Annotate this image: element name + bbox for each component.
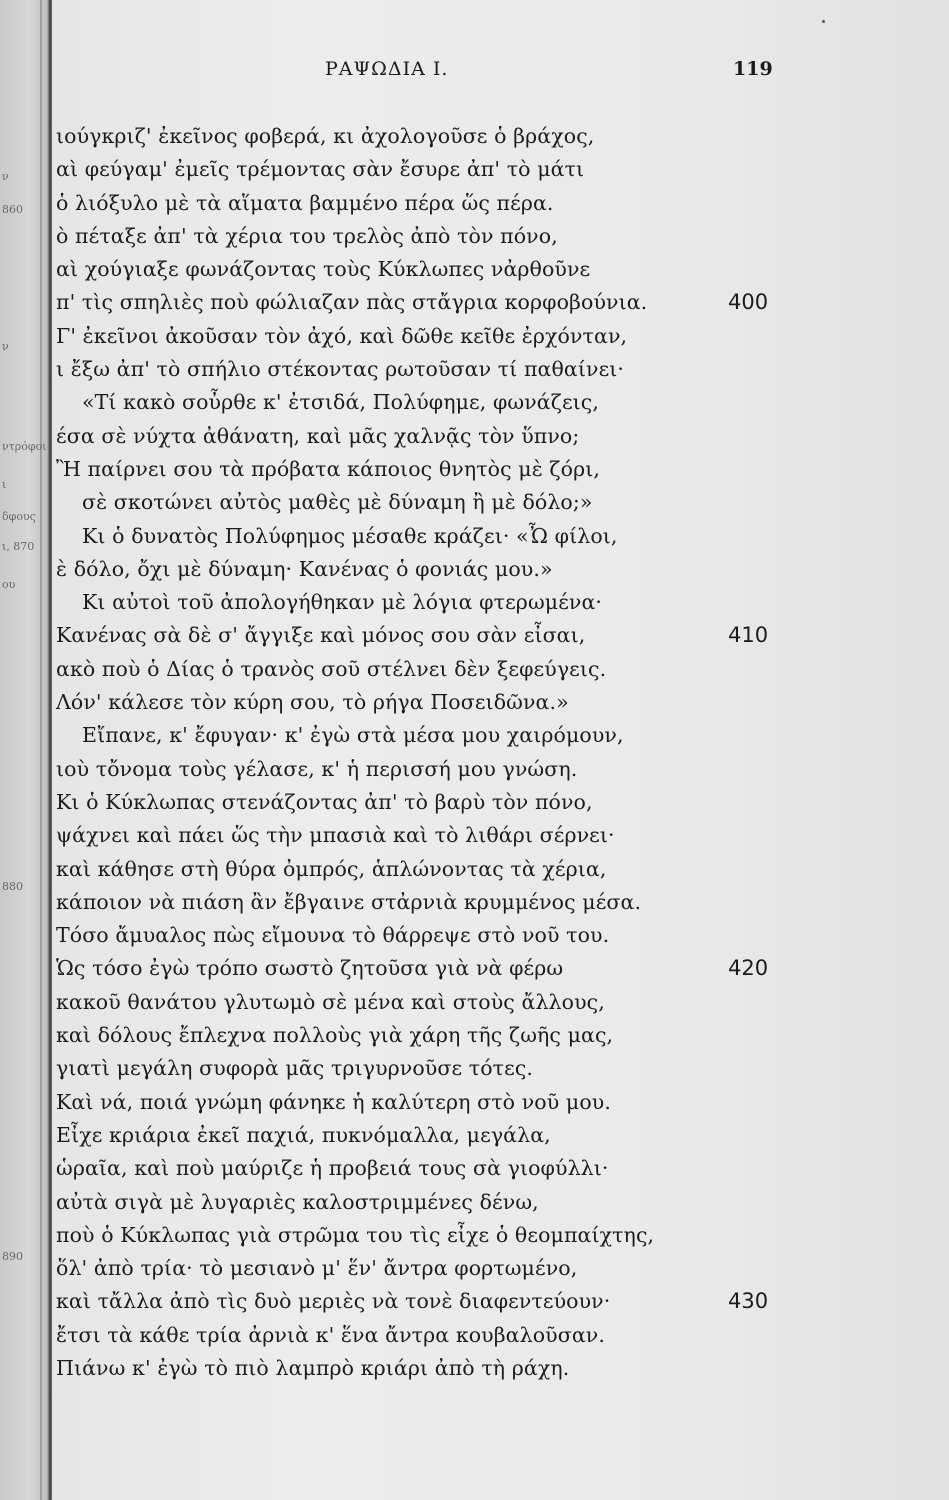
verse-text: αὶ χούγιαξε φωνάζοντας τοὺς Κύκλωπες νἀρθοῦνε — [56, 257, 591, 282]
verse-line — [56, 1019, 936, 1052]
line-number: 430 — [728, 1289, 769, 1314]
running-head: ΡΑΨΩΔΙΑ Ι. — [325, 58, 449, 80]
verse-text: «Τί κακὸ σοὖρθε κ' ἐτσιδά, Πολύφημε, φωνάζεις, — [82, 390, 600, 415]
verse-text: ψάχνει καὶ πάει ὥς τὴν μπασιὰ καὶ τὸ λιθάρι σέρνει· — [56, 823, 615, 848]
verse-line — [56, 120, 936, 153]
verse-line — [56, 952, 936, 985]
margin-mark: 860 — [2, 203, 23, 216]
verse-line — [56, 819, 936, 852]
verse-text: ὸ πέταξε ἀπ' τὰ χέρια του τρελὸς ἀπὸ τὸν πόνο, — [56, 223, 558, 248]
verse-text: Ὡς τόσο ἐγὼ τρόπο σωστὸ ζητοῦσα γιὰ νὰ φέρω — [56, 956, 564, 981]
verse-line — [56, 253, 936, 286]
verse-line — [56, 1352, 936, 1385]
verse-line — [56, 786, 936, 819]
page-header — [0, 58, 949, 88]
verse-text: Γ' ἐκεῖνοι ἀκοῦσαν τὸν ἀχό, καὶ δῶθε κεῖθε ἐρχόνταν, — [56, 323, 628, 348]
verse-text: Καὶ νά, ποιά γνώμη φάνηκε ἡ καλύτερη στὸ νοῦ μου. — [56, 1089, 611, 1114]
verse-text: έσα σὲ νύχτα ἀθάνατη, καὶ μᾶς χαλνᾷς τὸν ὕπνο; — [56, 423, 580, 448]
verse-text: Κανένας σὰ δὲ σ' ἄγγιξε καὶ μόνος σου σὰν εἶσαι, — [56, 623, 586, 648]
verse-line — [56, 1152, 936, 1185]
verse-text: Λόν' κάλεσε τὸν κύρη σου, τὸ ρήγα Ποσειδῶνα.» — [56, 690, 569, 715]
verse-text: ὁ λιόξυλο μὲ τὰ αἵματα βαμμένο πέρα ὥς πέρα. — [56, 190, 554, 215]
verse-text: ιούγκριζ' ἐκεῖνος φοβερά, κι ἀχολογοῦσε ὁ βράχος, — [56, 124, 595, 148]
verse-line — [56, 553, 936, 586]
verse-text: ὲ δόλο, ὄχι μὲ δύναμη· Κανένας ὁ φονιάς μου.» — [56, 556, 553, 581]
verse-text: Κι ὁ Κύκλωπας στενάζοντας ἀπ' τὸ βαρὺ τὸν πόνο, — [56, 789, 593, 814]
verse-line — [56, 753, 936, 786]
verse-text: καὶ δόλους ἔπλεχνα πολλοὺς γιὰ χάρη τῆς ζωῆς μας, — [56, 1023, 614, 1048]
verse-line — [56, 686, 936, 719]
verse-line — [56, 353, 936, 386]
verse-line — [56, 886, 936, 919]
verse-text: καὶ τἄλλα ἀπὸ τὶς δυὸ μεριὲς νὰ τονὲ διαφεντεύουν· — [56, 1289, 611, 1314]
verse-line — [56, 986, 936, 1019]
verse-text: ι ἔξω ἀπ' τὸ σπήλιο στέκοντας ρωτοῦσαν τί παθαίνει· — [56, 357, 625, 382]
verse-line — [56, 1219, 936, 1252]
verse-text: Πιάνω κ' ἐγὼ τὸ πιὸ λαμπρὸ κριάρι ἀπὸ τὴ ράχη. — [56, 1355, 570, 1380]
verse-text: σὲ σκοτώνει αὐτὸς μαθὲς μὲ δύναμη ἢ μὲ δόλο;» — [82, 490, 593, 515]
verse-text: π' τὶς σπηλιὲς ποὺ φώλιαζαν πὰς στἄγρια κορφοβούνια. — [56, 290, 648, 315]
verse-text: Εἴπανε, κ' ἔφυγαν· κ' ἐγὼ στὰ μέσα μου χαιρόμουν, — [82, 723, 624, 748]
verse-line — [56, 653, 936, 686]
verse-line — [56, 1119, 936, 1152]
verse-text: ακὸ ποὺ ὁ Δίας ὁ τρανὸς σοῦ στέλνει δὲν ξεφεύγεις. — [56, 656, 607, 681]
verse-line — [56, 919, 936, 952]
verse-text: ποὺ ὁ Κύκλωπας γιὰ στρῶμα του τὶς εἶχε ὁ θεομπαίχτης, — [56, 1222, 655, 1247]
verse-text: αὐτὰ σιγὰ μὲ λυγαριὲς καλοστριμμένες δένω, — [56, 1189, 539, 1214]
verse-text: ὡραῖα, καὶ ποὺ μαύριζε ἡ προβειά τους σὰ γιοφύλλι· — [56, 1156, 609, 1181]
margin-mark: ι, 870 — [2, 540, 35, 553]
margin-mark: ντρόφοι — [2, 440, 47, 453]
verse-text: Κι ὁ δυνατὸς Πολύφημος μέσαθε κράζει· «Ὦ φίλοι, — [82, 523, 618, 548]
verse-line — [56, 420, 936, 453]
verse-line — [56, 853, 936, 886]
verse-line — [56, 1186, 936, 1219]
margin-mark: ι — [2, 478, 7, 491]
verse-text: Τόσο ἄμυαλος πὼς εἴμουνα τὸ θάρρεψε στὸ νοῦ του. — [56, 923, 610, 948]
verse-line — [56, 1052, 936, 1085]
verse-line — [56, 386, 936, 419]
verse-line — [56, 453, 936, 486]
verse-text: ἔτσι τὰ κάθε τρία ἀρνιὰ κ' ἕνα ἄντρα κουβαλοῦσαν. — [56, 1322, 605, 1347]
verse-line — [56, 1285, 936, 1318]
margin-mark: δφους — [2, 510, 36, 523]
line-number: 420 — [728, 956, 769, 981]
margin-mark: 880 — [2, 880, 23, 893]
verse-line — [56, 1319, 936, 1352]
verse-line — [56, 187, 936, 220]
verse-line — [56, 320, 936, 353]
margin-mark: ν — [2, 170, 9, 183]
verse-line — [56, 1252, 936, 1285]
verse-block — [56, 120, 936, 1385]
verse-line — [56, 220, 936, 253]
margin-mark: ν — [2, 340, 9, 353]
verse-text: ιοὺ τὄνομα τοὺς γέλασε, κ' ἡ περισσή μου γνώση. — [56, 756, 578, 781]
ink-speck — [822, 20, 825, 23]
line-number: 410 — [728, 623, 769, 648]
verse-text: Εἶχε κριάρια ἐκεῖ παχιά, πυκνόμαλλα, μεγάλα, — [56, 1122, 551, 1147]
verse-line — [56, 153, 936, 186]
verse-text: κάποιον νὰ πιάση ἂν ἔβγαινε στἀρνιὰ κρυμμένος μέσα. — [56, 889, 642, 914]
verse-line — [56, 619, 936, 652]
verse-line — [56, 586, 936, 619]
verse-line — [56, 286, 936, 319]
verse-text: αὶ φεύγαμ' ἐμεῖς τρέμοντας σὰν ἔσυρε ἀπ' τὸ μάτι — [56, 157, 585, 182]
verse-line — [56, 1086, 936, 1119]
page-number: 119 — [733, 58, 773, 80]
verse-text: Ἢ παίρνει σου τὰ πρόβατα κάποιος θνητὸς μὲ ζόρι, — [56, 456, 600, 481]
verse-text: κακοῦ θανάτου γλυτωμὸ σὲ μένα καὶ στοὺς ἄλλους, — [56, 989, 605, 1014]
verse-line — [56, 520, 936, 553]
verse-line — [56, 719, 936, 752]
margin-mark: 890 — [2, 1250, 23, 1263]
margin-mark: ου — [2, 578, 16, 591]
facing-page-margin — [0, 0, 48, 1500]
line-number: 400 — [728, 290, 769, 315]
verse-line — [56, 486, 936, 519]
verse-text: Κι αὐτοὶ τοῦ ἀπολογήθηκαν μὲ λόγια φτερωμένα· — [82, 590, 603, 615]
verse-text: ὅλ' ἀπὸ τρία· τὸ μεσιανὸ μ' ἕν' ἄντρα φορτωμένο, — [56, 1256, 578, 1281]
verse-text: καὶ κάθησε στὴ θύρα ὀμπρός, ἁπλώνοντας τὰ χέρια, — [56, 856, 607, 881]
verse-text: γιατὶ μεγάλη συφορὰ μᾶς τριγυρνοῦσε τότες. — [56, 1056, 534, 1081]
